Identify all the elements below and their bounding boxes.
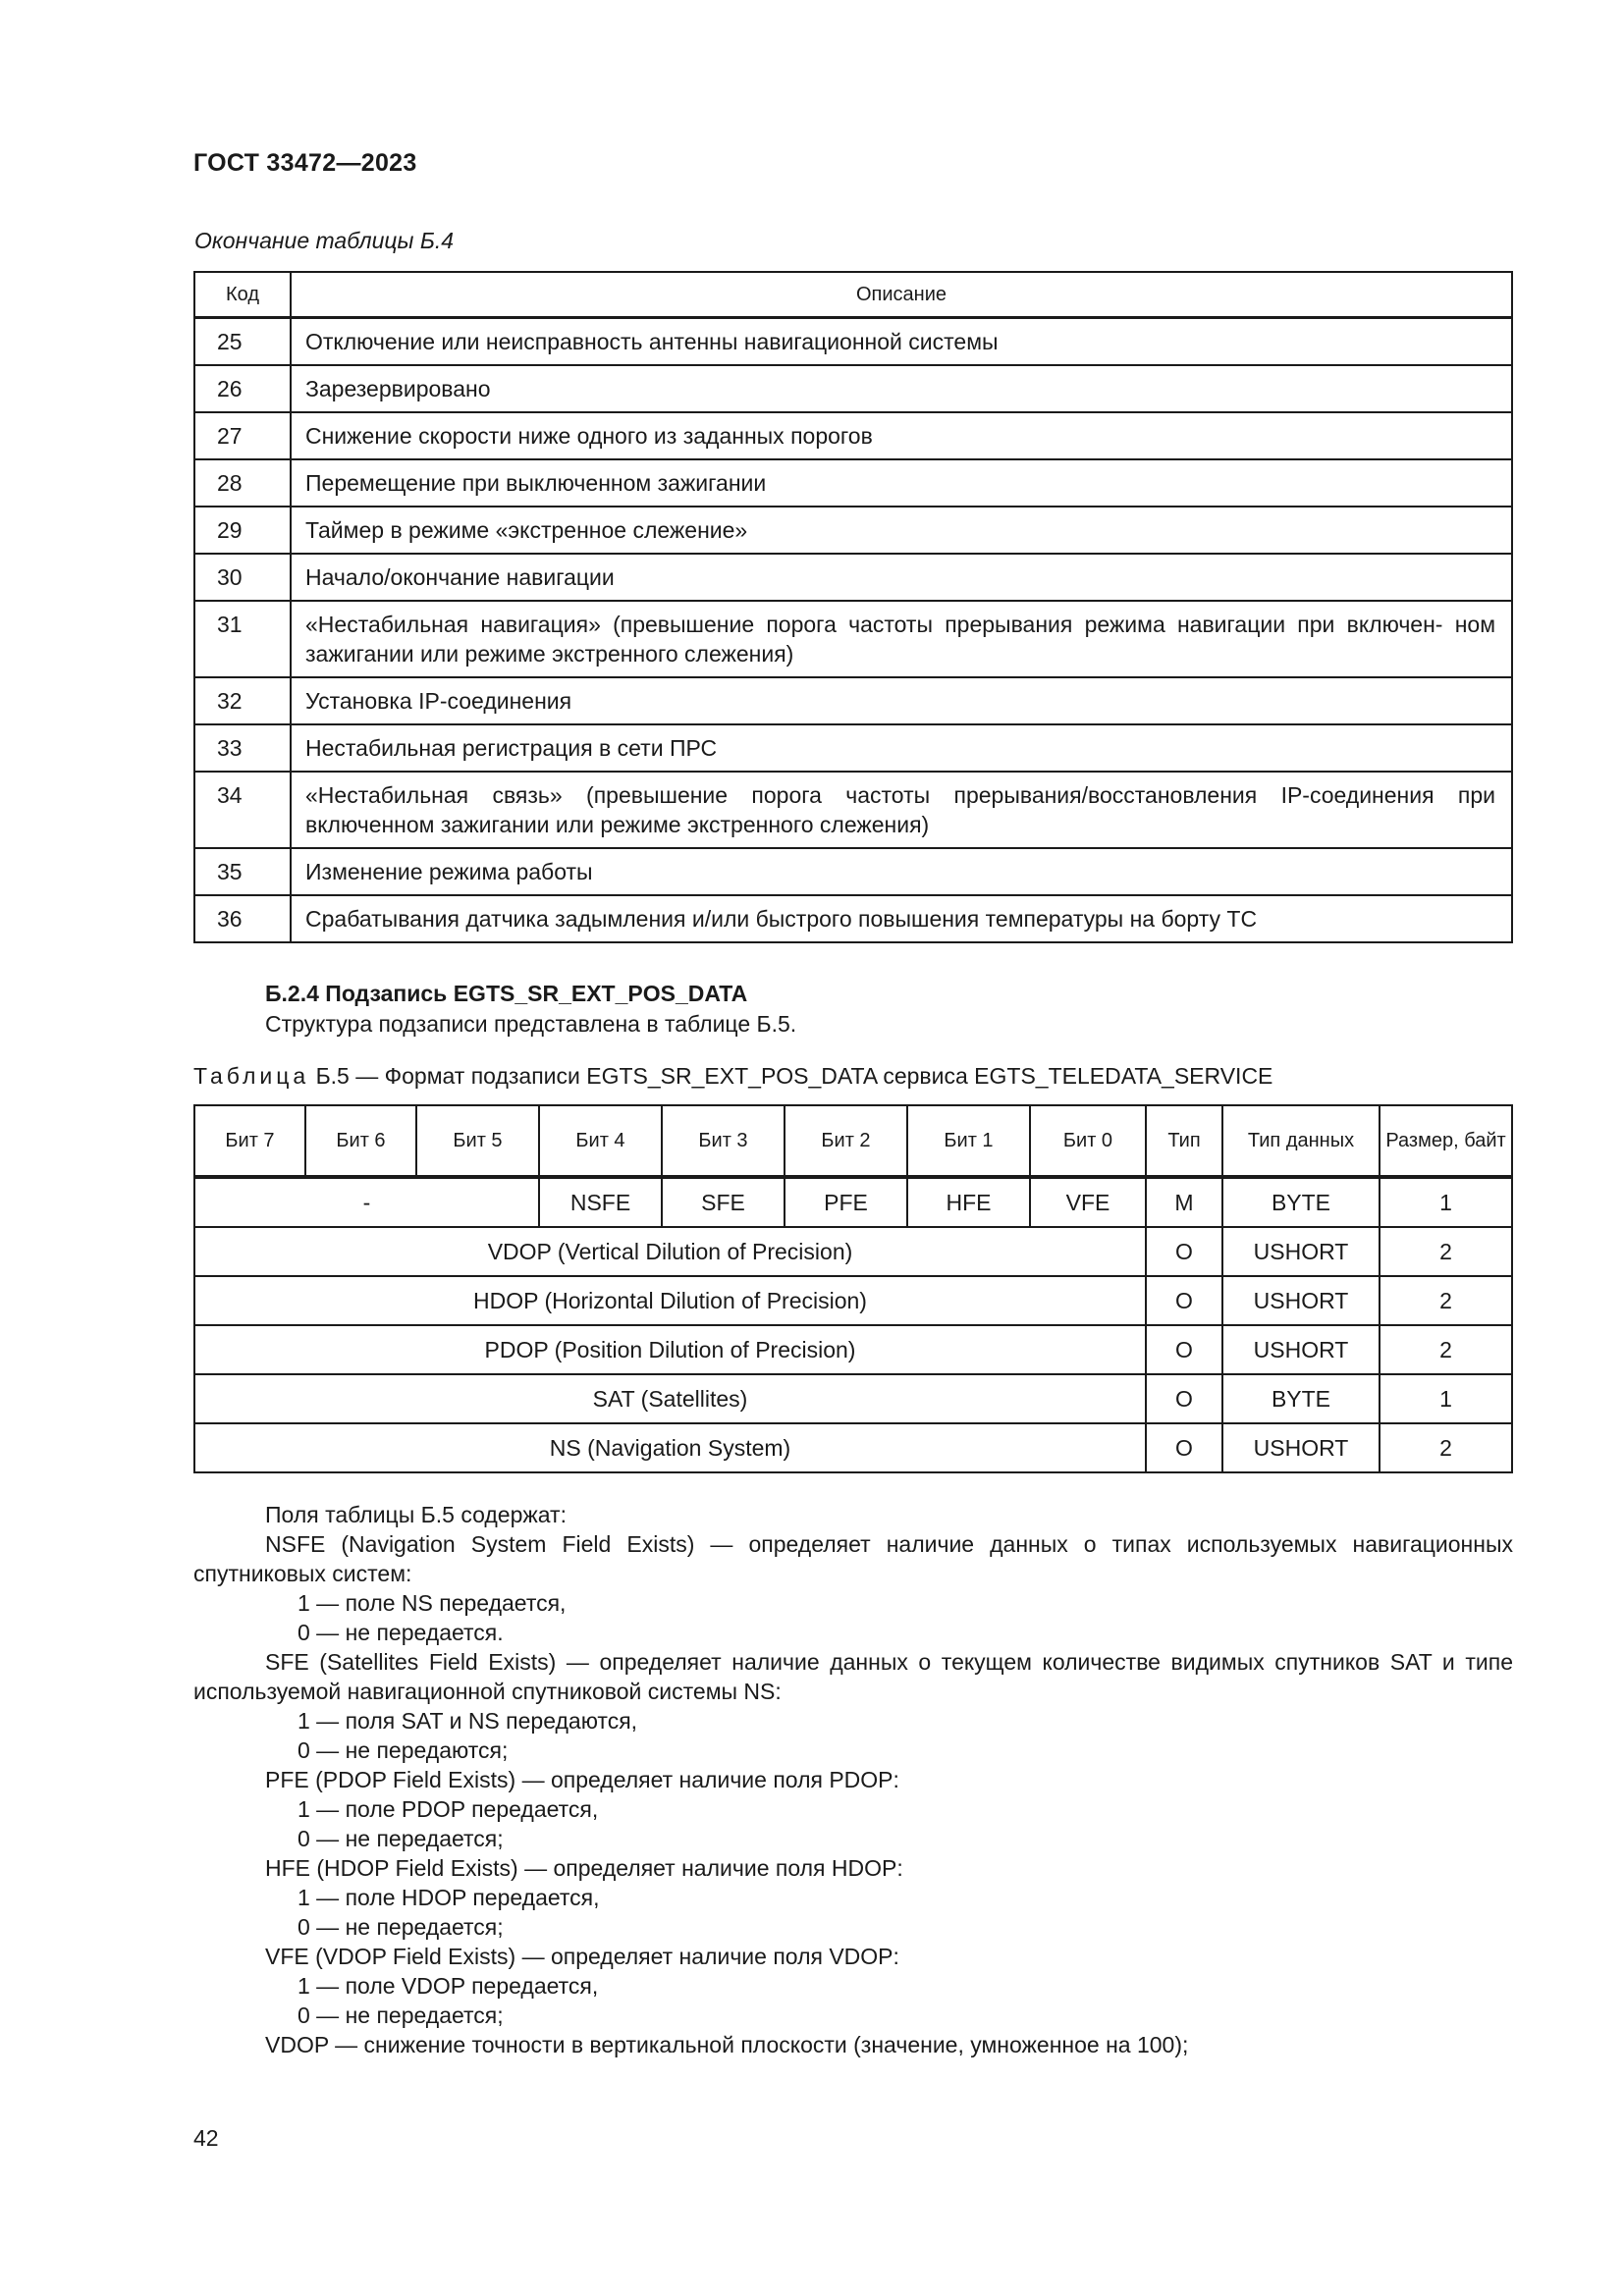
pfe-value-1: 1 — поле PDOP передается, <box>298 1796 599 1822</box>
column-header: Бит 6 <box>305 1105 416 1177</box>
column-header: Тип <box>1146 1105 1222 1177</box>
size-cell: 2 <box>1380 1227 1512 1276</box>
sfe-definition: SFE (Satellites Field Exists) — определяет наличие данных о текущем количестве видимых спутников SAT и типе используемой навигационной спутниковой системы NS: <box>193 1649 1513 1704</box>
type-cell: O <box>1146 1276 1222 1325</box>
flag-bit-cell: VFE <box>1030 1177 1146 1227</box>
data-type-cell: BYTE <box>1222 1177 1380 1227</box>
pfe-value-0: 0 — не передается; <box>298 1826 504 1851</box>
nsfe-definition: NSFE (Navigation System Field Exists) — определяет наличие данных о типах используемых навигационных спутниковых систем: <box>193 1531 1513 1586</box>
table-row <box>194 601 1512 677</box>
size-cell: 2 <box>1380 1423 1512 1472</box>
code-cell: 35 <box>194 848 291 895</box>
flag-bit-cell: HFE <box>907 1177 1030 1227</box>
column-header: Тип данных <box>1222 1105 1380 1177</box>
flags-row <box>194 1177 1512 1227</box>
code-cell: 28 <box>194 459 291 507</box>
description-cell: Отключение или неисправность антенны навигационной системы <box>291 318 1512 366</box>
description-cell: Нестабильная регистрация в сети ПРС <box>291 724 1512 772</box>
table-b5-caption <box>193 1063 1272 1090</box>
sfe-value-0: 0 — не передаются; <box>298 1737 509 1763</box>
description-cell: «Нестабильная связь» (превышение порога частоты прерывания/восстановления IP-соединения при включенном зажигании или режиме экстренного слежения) <box>291 772 1512 848</box>
table-row <box>194 677 1512 724</box>
code-cell: 29 <box>194 507 291 554</box>
description-cell: Снижение скорости ниже одного из заданных порогов <box>291 412 1512 459</box>
flag-bit-cell: SFE <box>662 1177 785 1227</box>
description-cell: Начало/окончание навигации <box>291 554 1512 601</box>
flag-bit-cell: NSFE <box>539 1177 662 1227</box>
type-cell: O <box>1146 1423 1222 1472</box>
description-cell: Зарезервировано <box>291 365 1512 412</box>
code-cell: 31 <box>194 601 291 677</box>
type-cell: O <box>1146 1374 1222 1423</box>
table-row <box>194 1276 1512 1325</box>
description-cell: Перемещение при выключенном зажигании <box>291 459 1512 507</box>
column-header-code: Код <box>194 272 291 318</box>
reserved-bits-cell: - <box>194 1177 539 1227</box>
column-header: Размер, байт <box>1380 1105 1512 1177</box>
column-header: Бит 0 <box>1030 1105 1146 1177</box>
page-number: 42 <box>193 2125 219 2151</box>
size-cell: 2 <box>1380 1276 1512 1325</box>
code-cell: 30 <box>194 554 291 601</box>
type-cell: O <box>1146 1325 1222 1374</box>
table-b5 <box>193 1104 1513 1473</box>
pfe-definition: PFE (PDOP Field Exists) — определяет наличие поля PDOP: <box>265 1767 899 1792</box>
sfe-value-1: 1 — поля SAT и NS передаются, <box>298 1708 638 1734</box>
table-continuation-caption: Окончание таблицы Б.4 <box>194 228 455 253</box>
table-row <box>194 848 1512 895</box>
data-type-cell: USHORT <box>1222 1325 1380 1374</box>
description-cell: Таймер в режиме «экстренное слежение» <box>291 507 1512 554</box>
table-row <box>194 1423 1512 1472</box>
table-row <box>194 459 1512 507</box>
caption-label: Таблица <box>193 1063 310 1089</box>
vfe-definition: VFE (VDOP Field Exists) — определяет наличие поля VDOP: <box>265 1944 899 1969</box>
column-header: Бит 4 <box>539 1105 662 1177</box>
table-header-row <box>194 1105 1512 1177</box>
column-header: Бит 5 <box>416 1105 539 1177</box>
column-header-description: Описание <box>291 272 1512 318</box>
data-type-cell: BYTE <box>1222 1374 1380 1423</box>
table-row <box>194 724 1512 772</box>
table-row <box>194 772 1512 848</box>
column-header: Бит 2 <box>785 1105 907 1177</box>
data-type-cell: USHORT <box>1222 1227 1380 1276</box>
size-cell: 1 <box>1380 1177 1512 1227</box>
table-b4 <box>193 271 1513 943</box>
code-cell: 26 <box>194 365 291 412</box>
vfe-value-1: 1 — поле VDOP передается, <box>298 1973 599 1999</box>
table-row <box>194 318 1512 366</box>
nsfe-value-0: 0 — не передается. <box>298 1620 504 1645</box>
description-cell: Срабатывания датчика задымления и/или быстрого повышения температуры на борту ТС <box>291 895 1512 942</box>
table-header-row <box>194 272 1512 318</box>
description-cell: Установка IP-соединения <box>291 677 1512 724</box>
field-name-cell: SAT (Satellites) <box>194 1374 1146 1423</box>
code-cell: 33 <box>194 724 291 772</box>
description-cell: «Нестабильная навигация» (превышение порога частоты прерывания режима навигации при включен- ном зажигании или режиме экстренного слежения) <box>291 601 1512 677</box>
table-row <box>194 1325 1512 1374</box>
field-name-cell: VDOP (Vertical Dilution of Precision) <box>194 1227 1146 1276</box>
description-cell: Изменение режима работы <box>291 848 1512 895</box>
vdop-definition: VDOP — снижение точности в вертикальной плоскости (значение, умноженное на 100); <box>265 2032 1189 2057</box>
section-intro: Структура подзаписи представлена в таблице Б.5. <box>265 1011 797 1037</box>
flag-bit-cell: PFE <box>785 1177 907 1227</box>
code-cell: 27 <box>194 412 291 459</box>
code-cell: 36 <box>194 895 291 942</box>
code-cell: 32 <box>194 677 291 724</box>
fields-intro: Поля таблицы Б.5 содержат: <box>265 1502 567 1527</box>
document-id-header: ГОСТ 33472—2023 <box>193 149 417 177</box>
field-name-cell: HDOP (Horizontal Dilution of Precision) <box>194 1276 1146 1325</box>
type-cell: M <box>1146 1177 1222 1227</box>
field-name-cell: NS (Navigation System) <box>194 1423 1146 1472</box>
section-heading: Б.2.4 Подзапись EGTS_SR_EXT_POS_DATA <box>265 981 748 1006</box>
data-type-cell: USHORT <box>1222 1423 1380 1472</box>
hfe-definition: HFE (HDOP Field Exists) — определяет наличие поля HDOP: <box>265 1855 903 1881</box>
field-name-cell: PDOP (Position Dilution of Precision) <box>194 1325 1146 1374</box>
caption-text: Б.5 — Формат подзаписи EGTS_SR_EXT_POS_DATA сервиса EGTS_TELEDATA_SERVICE <box>309 1063 1273 1089</box>
nsfe-value-1: 1 — поле NS передается, <box>298 1590 567 1616</box>
table-row <box>194 554 1512 601</box>
hfe-value-0: 0 — не передается; <box>298 1914 504 1940</box>
table-row <box>194 1374 1512 1423</box>
code-cell: 25 <box>194 318 291 366</box>
column-header: Бит 7 <box>194 1105 305 1177</box>
vfe-value-0: 0 — не передается; <box>298 2002 504 2028</box>
table-row <box>194 895 1512 942</box>
data-type-cell: USHORT <box>1222 1276 1380 1325</box>
table-row <box>194 1227 1512 1276</box>
table-row <box>194 412 1512 459</box>
column-header: Бит 1 <box>907 1105 1030 1177</box>
table-row <box>194 507 1512 554</box>
table-row <box>194 365 1512 412</box>
column-header: Бит 3 <box>662 1105 785 1177</box>
size-cell: 2 <box>1380 1325 1512 1374</box>
code-cell: 34 <box>194 772 291 848</box>
size-cell: 1 <box>1380 1374 1512 1423</box>
hfe-value-1: 1 — поле HDOP передается, <box>298 1885 600 1910</box>
type-cell: O <box>1146 1227 1222 1276</box>
